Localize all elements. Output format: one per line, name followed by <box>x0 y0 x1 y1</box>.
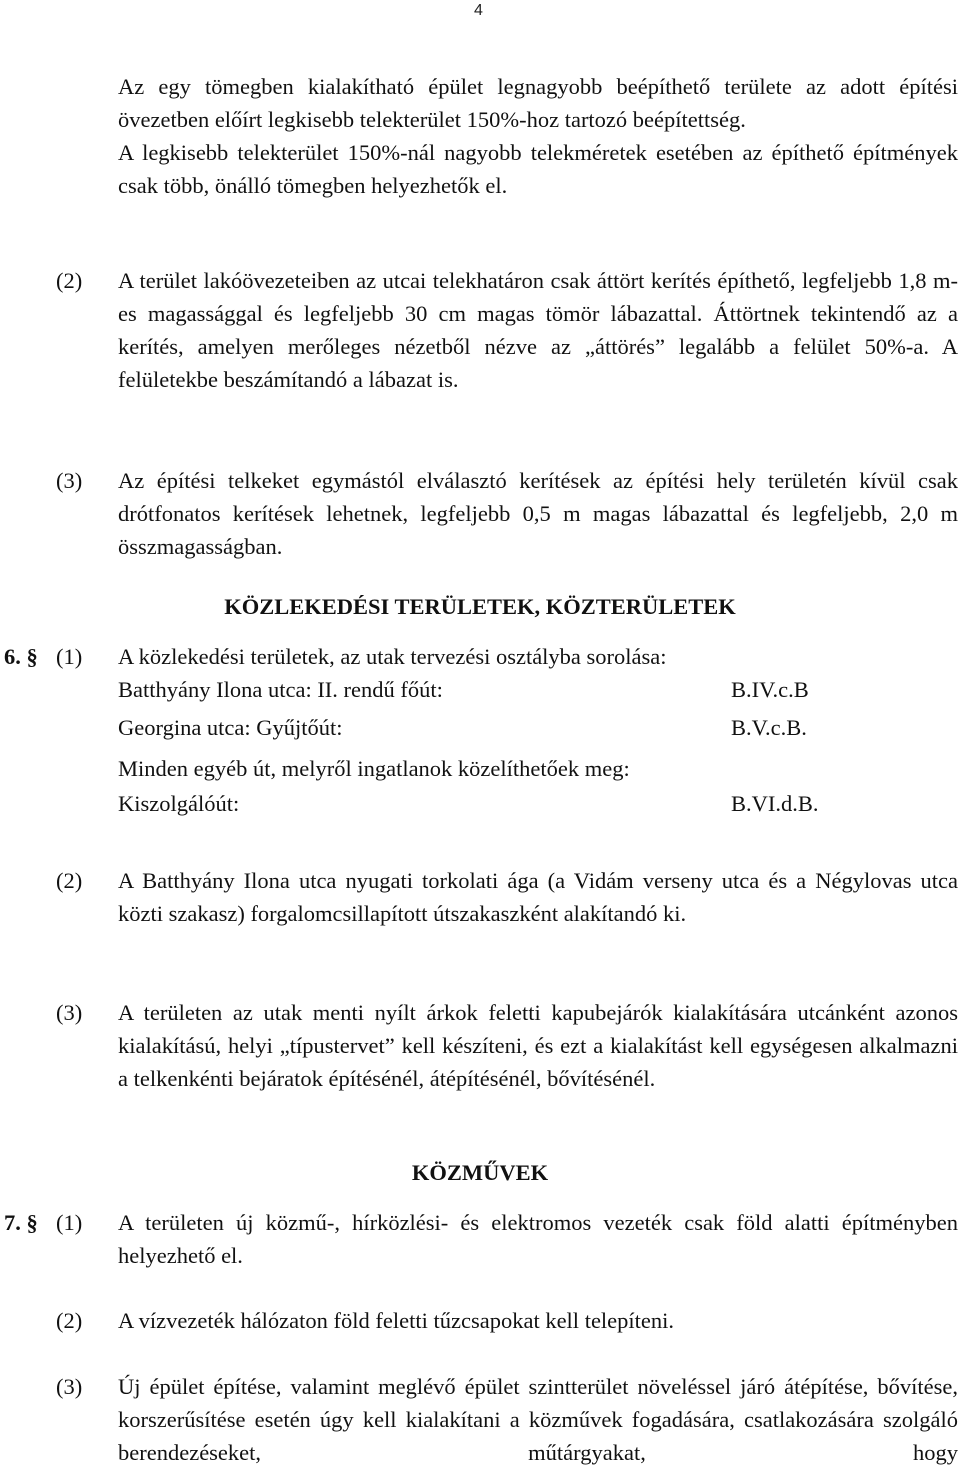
paragraph-6-2 <box>56 864 958 930</box>
paragraph-5-3 <box>56 464 958 563</box>
road-row <box>56 673 958 711</box>
paragraph-text: A legkisebb telekterület 150%-nál nagyobb telekméretek esetében az építhető építmények csak több, önálló tömegben helyezhetők el. <box>118 140 958 198</box>
section-heading-transport: KÖZLEKEDÉSI TERÜLETEK, KÖZTERÜLETEK <box>224 594 736 619</box>
section-label: 6. § <box>4 644 38 669</box>
paragraph-text: Új épület építése, valamint meglévő épület szintterület növeléssel járó átépítése, bővítése, korszerűsítése esetén úgy kell kialakítani a közművek fogadására, csatlakozására szolgáló berendezéseket, műtárgyakat, hogy <box>118 1374 958 1465</box>
paragraph-text: A közlekedési területek, az utak tervezési osztályba sorolása: <box>118 644 667 669</box>
paragraph-text: A területen az utak menti nyílt árkok feletti kapubejárók kialakítására utcánként azonos kialakítású, helyi „típustervet” kell készíteni, és ezt a kialakítást kell egységesen alkalmazni a telkenkénti bejáratok építésénél, átépítésénél, bővítésénél. <box>118 1000 958 1091</box>
paragraph-text: Az egy tömegben kialakítható épület legnagyobb beépíthető területe az adott építési övezetben előírt legkisebb telekterület 150%-hoz tartozó beépítettség. <box>118 74 958 132</box>
paragraph-5-2 <box>56 264 958 396</box>
road-class: B.IV.c.B <box>731 677 809 702</box>
paragraph-text: A terület lakóövezeteiben az utcai telekhatáron csak áttört kerítés építhető, legfeljebb 1,8 m-es magassággal és legfeljebb 30 cm magas tömör lábazattal. Áttörtnek tekintendő az a kerítés, amelyen merőleges nézetből nézve az „áttörés” legalább a felület 50%-a. A felületekbe beszámítandó a lábazat is. <box>118 268 958 392</box>
paragraph-number: (3) <box>56 468 83 493</box>
paragraph-intro <box>56 70 958 202</box>
paragraph-number: (2) <box>56 268 83 293</box>
road-name: Kiszolgálóút: <box>118 791 240 816</box>
paragraph-number: (1) <box>56 1210 83 1235</box>
paragraph-text: Az építési telkeket egymástól elválasztó kerítések az építési hely területén kívül csak drótfonatos kerítések lehetnek, legfeljebb 0,5 m magas lábazattal és legfeljebb, 2,0 m összmagasságban. <box>118 468 958 559</box>
road-name: Georgina utca: Gyűjtőút: <box>118 715 343 740</box>
section-heading-utilities: KÖZMŰVEK <box>411 1160 549 1185</box>
road-row <box>56 787 958 827</box>
page-number: 4 <box>474 2 483 19</box>
paragraph-number: (1) <box>56 644 83 669</box>
road-class: B.VI.d.B. <box>731 791 819 816</box>
paragraph-text: Minden egyéb út, melyről ingatlanok közelíthetőek meg: <box>118 756 630 781</box>
road-class: B.V.c.B. <box>731 715 807 740</box>
paragraph-text: A vízvezeték hálózaton föld feletti tűzcsapokat kell telepíteni. <box>118 1308 675 1333</box>
paragraph-text: A Batthyány Ilona utca nyugati torkolati ága (a Vidám verseny utca és a Négylovas utca közti szakasz) forgalomcsillapított útszakaszként alakítandó ki. <box>118 868 958 926</box>
road-name: Batthyány Ilona utca: II. rendű főút: <box>118 677 443 702</box>
section-7 <box>4 1206 958 1272</box>
paragraph-text: A területen új közmű-, hírközlési- és elektromos vezeték csak föld alatti építményben helyezhető el. <box>118 1210 958 1268</box>
paragraph-number: (2) <box>56 1308 83 1333</box>
road-row <box>56 711 958 751</box>
paragraph-number: (3) <box>56 1000 83 1025</box>
paragraph-7-2 <box>56 1304 958 1337</box>
section-label: 7. § <box>4 1210 38 1235</box>
paragraph-6-3 <box>56 996 958 1095</box>
paragraph-7-3 <box>56 1370 958 1469</box>
section-6 <box>4 640 958 827</box>
paragraph-number: (2) <box>56 868 83 893</box>
paragraph-number: (3) <box>56 1374 83 1399</box>
